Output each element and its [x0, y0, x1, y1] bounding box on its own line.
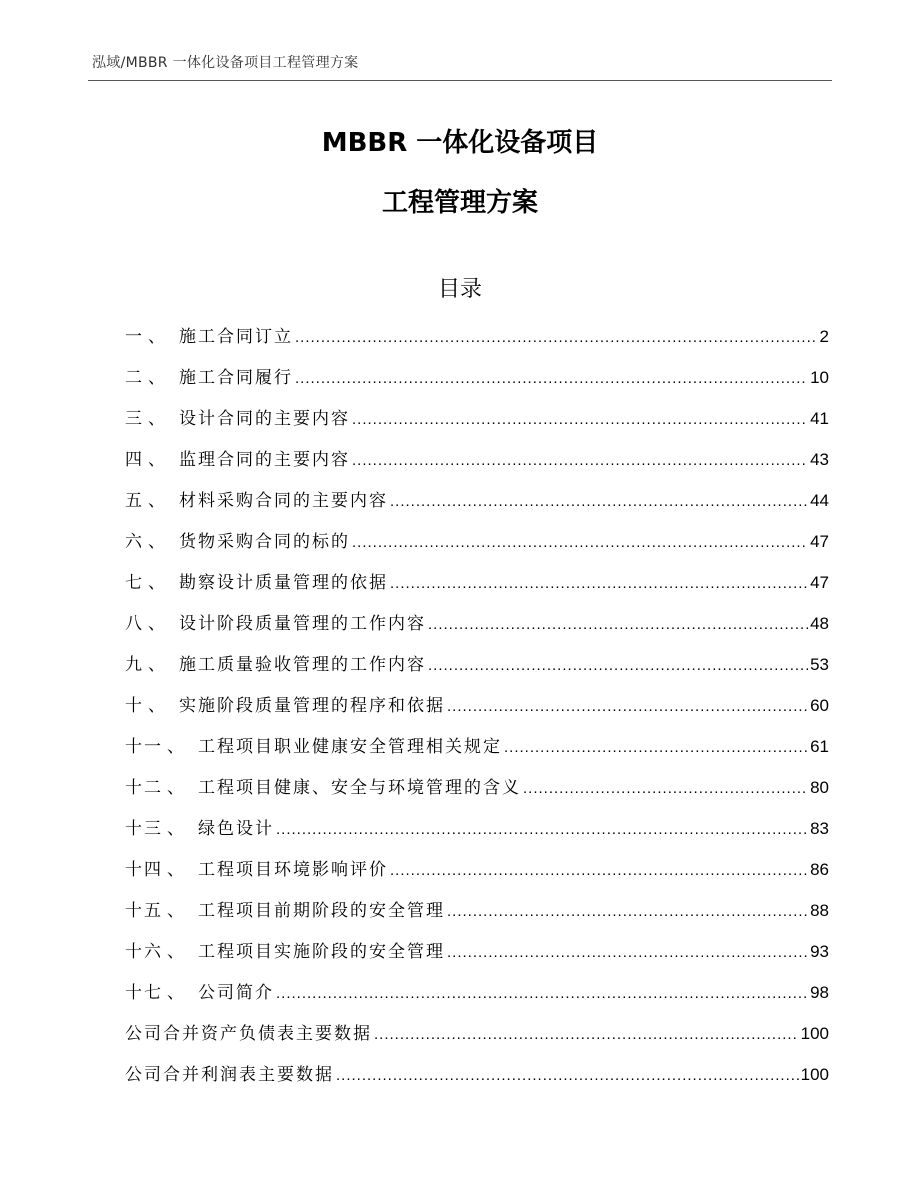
- toc-entry-separator: 、: [148, 409, 165, 429]
- toc-entry-separator: 、: [167, 901, 184, 921]
- toc-entry-label: 工程项目健康、安全与环境管理的含义: [198, 778, 521, 798]
- table-of-contents: [125, 322, 829, 1101]
- toc-entry-separator: 、: [167, 860, 184, 880]
- toc-entry-separator: 、: [167, 983, 184, 1003]
- toc-entry-label: 工程项目前期阶段的安全管理: [198, 901, 445, 921]
- toc-entry-label: 工程项目实施阶段的安全管理: [198, 942, 445, 962]
- toc-entry-page: 44: [810, 491, 829, 510]
- toc-entry[interactable]: [125, 1060, 829, 1101]
- document-title-line1: MBBR 一体化设备项目: [321, 128, 599, 158]
- toc-entry[interactable]: [125, 322, 829, 363]
- toc-entry-separator: 、: [167, 737, 184, 757]
- toc-entry-page: 10: [810, 368, 829, 387]
- toc-entry-number: 十三: [125, 819, 163, 839]
- toc-entry-number: 十七: [125, 983, 163, 1003]
- toc-entry-label: 勘察设计质量管理的依据: [179, 573, 388, 593]
- toc-entry-label: 设计合同的主要内容: [179, 409, 350, 429]
- running-header: 泓域/MBBR 一体化设备项目工程管理方案: [92, 55, 359, 71]
- toc-entry-page: 83: [810, 819, 829, 838]
- toc-entry-page: 100: [800, 1065, 829, 1084]
- toc-entry-separator: 、: [148, 532, 165, 552]
- toc-entry[interactable]: [125, 404, 829, 445]
- toc-entry[interactable]: [125, 363, 829, 404]
- toc-entry-number: 三: [125, 409, 144, 429]
- toc-dot-leader: [352, 452, 808, 469]
- toc-entry-separator: 、: [148, 573, 165, 593]
- toc-dot-leader: [352, 534, 808, 551]
- toc-entry-page: 2: [819, 327, 829, 346]
- toc-entry[interactable]: [125, 650, 829, 691]
- toc-entry-separator: 、: [148, 368, 165, 388]
- toc-entry-number: 十六: [125, 942, 163, 962]
- toc-entry[interactable]: [125, 855, 829, 896]
- toc-entry-label: 公司简介: [198, 983, 274, 1003]
- toc-entry-number: 五: [125, 491, 144, 511]
- header-rule: [88, 80, 832, 81]
- toc-entry-number: 十一: [125, 737, 163, 757]
- toc-entry-number: 二: [125, 368, 144, 388]
- toc-dot-leader: [428, 657, 808, 674]
- toc-entry[interactable]: [125, 937, 829, 978]
- toc-entry-number: 七: [125, 573, 144, 593]
- toc-entry-separator: 、: [167, 942, 184, 962]
- toc-dot-leader: [390, 575, 808, 592]
- toc-entry-page: 60: [810, 696, 829, 715]
- toc-entry-number: 六: [125, 532, 144, 552]
- toc-entry[interactable]: [125, 609, 829, 650]
- toc-dot-leader: [390, 862, 808, 879]
- document-title-line2: 工程管理方案: [381, 188, 538, 218]
- toc-entry-separator: 、: [167, 778, 184, 798]
- toc-entry[interactable]: [125, 486, 829, 527]
- toc-entry-separator: 、: [167, 819, 184, 839]
- toc-dot-leader: [428, 616, 808, 633]
- toc-entry-label: 施工质量验收管理的工作内容: [179, 655, 426, 675]
- toc-entry[interactable]: [125, 1019, 829, 1060]
- toc-entry-label: 绿色设计: [198, 819, 274, 839]
- toc-dot-leader: [447, 944, 808, 961]
- toc-entry-separator: 、: [148, 614, 165, 634]
- toc-entry-number: 四: [125, 450, 144, 470]
- toc-entry-label: 公司合并资产负债表主要数据: [125, 1024, 372, 1044]
- toc-entry-label: 施工合同履行: [179, 368, 293, 388]
- toc-entry-label: 实施阶段质量管理的程序和依据: [179, 696, 445, 716]
- toc-entry[interactable]: [125, 732, 829, 773]
- toc-entry-separator: 、: [148, 655, 165, 675]
- toc-entry-number: 十五: [125, 901, 163, 921]
- toc-dot-leader: [504, 739, 808, 756]
- toc-dot-leader: [276, 821, 808, 838]
- toc-entry-label: 设计阶段质量管理的工作内容: [179, 614, 426, 634]
- toc-entry-page: 86: [810, 860, 829, 879]
- toc-heading: 目录: [437, 277, 482, 302]
- toc-entry[interactable]: [125, 527, 829, 568]
- toc-entry-separator: 、: [148, 327, 165, 347]
- toc-entry-label: 监理合同的主要内容: [179, 450, 350, 470]
- toc-dot-leader: [523, 780, 808, 797]
- toc-entry-page: 48: [810, 614, 829, 633]
- toc-entry-number: 十二: [125, 778, 163, 798]
- toc-entry-separator: 、: [148, 696, 165, 716]
- toc-entry-page: 80: [810, 778, 829, 797]
- toc-entry-label: 材料采购合同的主要内容: [179, 491, 388, 511]
- toc-dot-leader: [295, 370, 808, 387]
- toc-dot-leader: [295, 329, 818, 346]
- toc-entry-number: 十四: [125, 860, 163, 880]
- toc-entry-page: 88: [810, 901, 829, 920]
- toc-entry-page: 47: [810, 532, 829, 551]
- toc-dot-leader: [447, 698, 808, 715]
- toc-entry[interactable]: [125, 978, 829, 1019]
- toc-entry-page: 41: [810, 409, 829, 428]
- toc-entry-page: 93: [810, 942, 829, 961]
- toc-entry-number: 九: [125, 655, 144, 675]
- toc-entry-page: 53: [810, 655, 829, 674]
- toc-entry-label: 工程项目环境影响评价: [198, 860, 388, 880]
- toc-entry-page: 47: [810, 573, 829, 592]
- toc-entry[interactable]: [125, 691, 829, 732]
- toc-entry-page: 100: [800, 1024, 829, 1043]
- toc-entry-number: 一: [125, 327, 144, 347]
- toc-entry[interactable]: [125, 896, 829, 937]
- toc-dot-leader: [336, 1067, 799, 1084]
- toc-entry[interactable]: [125, 445, 829, 486]
- toc-entry[interactable]: [125, 773, 829, 814]
- toc-entry-separator: 、: [148, 450, 165, 470]
- toc-entry[interactable]: [125, 814, 829, 855]
- toc-entry-label: 货物采购合同的标的: [179, 532, 350, 552]
- toc-entry-separator: 、: [148, 491, 165, 511]
- toc-entry[interactable]: [125, 568, 829, 609]
- toc-dot-leader: [374, 1026, 799, 1043]
- toc-entry-page: 43: [810, 450, 829, 469]
- toc-entry-number: 十: [125, 696, 144, 716]
- toc-dot-leader: [447, 903, 808, 920]
- toc-entry-label: 施工合同订立: [179, 327, 293, 347]
- toc-entry-label: 公司合并利润表主要数据: [125, 1065, 334, 1085]
- toc-dot-leader: [276, 985, 808, 1002]
- toc-entry-label: 工程项目职业健康安全管理相关规定: [198, 737, 502, 757]
- toc-entry-page: 61: [810, 737, 829, 756]
- toc-entry-page: 98: [810, 983, 829, 1002]
- toc-dot-leader: [352, 411, 808, 428]
- toc-dot-leader: [390, 493, 808, 510]
- toc-entry-number: 八: [125, 614, 144, 634]
